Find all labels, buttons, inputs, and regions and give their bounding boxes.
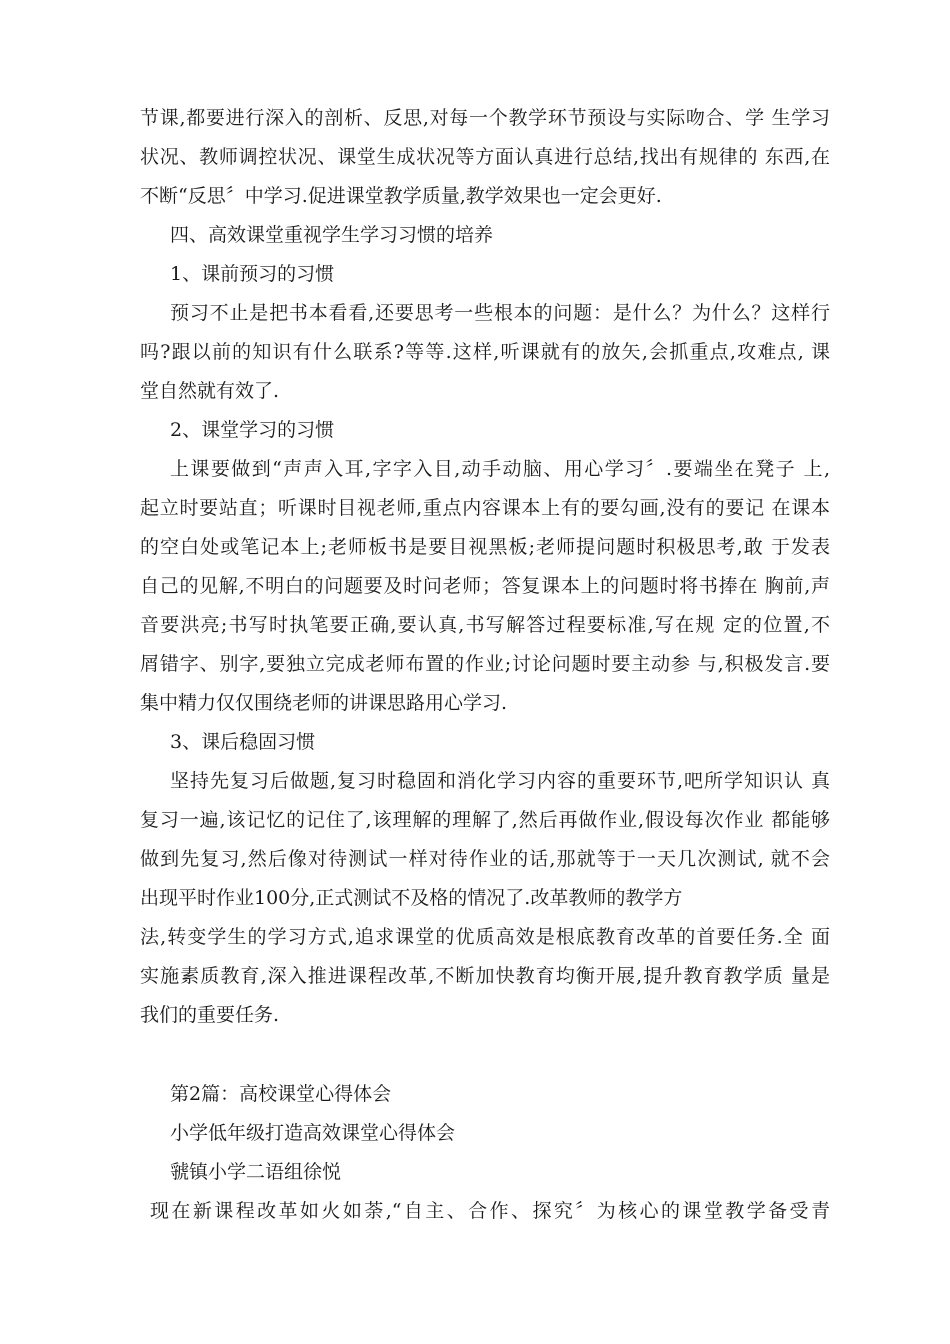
paragraph-line: 节课,都要进行深入的剖析、反思,对每一个教学环节预设与实际吻合、学 生学习: [140, 107, 830, 129]
paragraph-line: 状况、教师调控状况、课堂生成状况等方面认真进行总结,找出有规律的 东西,在: [140, 146, 830, 168]
paragraph-line: 我们的重要任务.: [140, 1004, 280, 1026]
paragraph-line: 法,转变学生的学习方式,追求课堂的优质高效是根底教育改革的首要任务.全 面: [140, 926, 830, 948]
section-heading: 四、高效课堂重视学生学习习惯的培养: [170, 224, 494, 246]
paragraph-line: 堂自然就有效了.: [140, 380, 280, 402]
article-author: 虢镇小学二语组徐悦: [170, 1161, 342, 1183]
subsection-heading: 3、课后稳固习惯: [170, 731, 316, 753]
paragraph-line: 起立时要站直；听课时目视老师,重点内容课本上有的要勾画,没有的要记 在课本: [140, 497, 830, 519]
paragraph-line: 坚持先复习后做题,复习时稳固和消化学习内容的重要环节,吧所学知识认 真: [170, 770, 830, 792]
paragraph-line: 出现平时作业100分,正式测试不及格的情况了.改革教师的教学方: [140, 887, 683, 909]
article-title: 第2篇：高校课堂心得体会: [170, 1083, 392, 1105]
paragraph-line: 复习一遍,该记忆的记住了,该理解的理解了,然后再做作业,假设每次作业 都能够: [140, 809, 830, 831]
paragraph-line: 的空白处或笔记本上;老师板书是要目视黑板;老师提问题时积极思考,敢 于发表: [140, 536, 830, 558]
paragraph-line: 做到先复习,然后像对待测试一样对待作业的话,那就等于一天几次测试, 就不会: [140, 848, 830, 870]
paragraph-line: 吗?跟以前的知识有什么联系?等等.这样,听课就有的放矢,会抓重点,攻难点, 课: [140, 341, 830, 363]
subsection-heading: 2、课堂学习的习惯: [170, 419, 335, 441]
paragraph-line: 音要洪亮;书写时执笔要正确,要认真,书写解答过程要标准,写在规 定的位置,不: [140, 614, 830, 636]
paragraph-line: 上课要做到“声声入耳,字字入目,动手动脑、用心学习〞.要端坐在凳子 上,: [170, 458, 830, 480]
paragraph-line: 集中精力仅仅围绕老师的讲课思路用心学习.: [140, 692, 508, 714]
paragraph-line: 自己的见解,不明白的问题要及时问老师；答复课本上的问题时将书捧在 胸前,声: [140, 575, 830, 597]
paragraph-line: 现在新课程改革如火如荼,“自主、合作、探究〞为核心的课堂教学备受青: [150, 1200, 830, 1222]
paragraph-line: 屑错字、别字,要独立完成老师布置的作业;讨论问题时要主动参 与,积极发言.要: [140, 653, 830, 675]
article-subtitle: 小学低年级打造高效课堂心得体会: [170, 1122, 456, 1144]
paragraph-line: 不断“反思〞中学习.促进课堂教学质量,教学效果也一定会更好.: [140, 185, 662, 207]
paragraph-line: 实施素质教育,深入推进课程改革,不断加快教育均衡开展,提升教育教学质 量是: [140, 965, 830, 987]
paragraph-line: 预习不止是把书本看看,还要思考一些根本的问题：是什么？为什么？这样行: [170, 302, 830, 324]
subsection-heading: 1、课前预习的习惯: [170, 263, 335, 285]
